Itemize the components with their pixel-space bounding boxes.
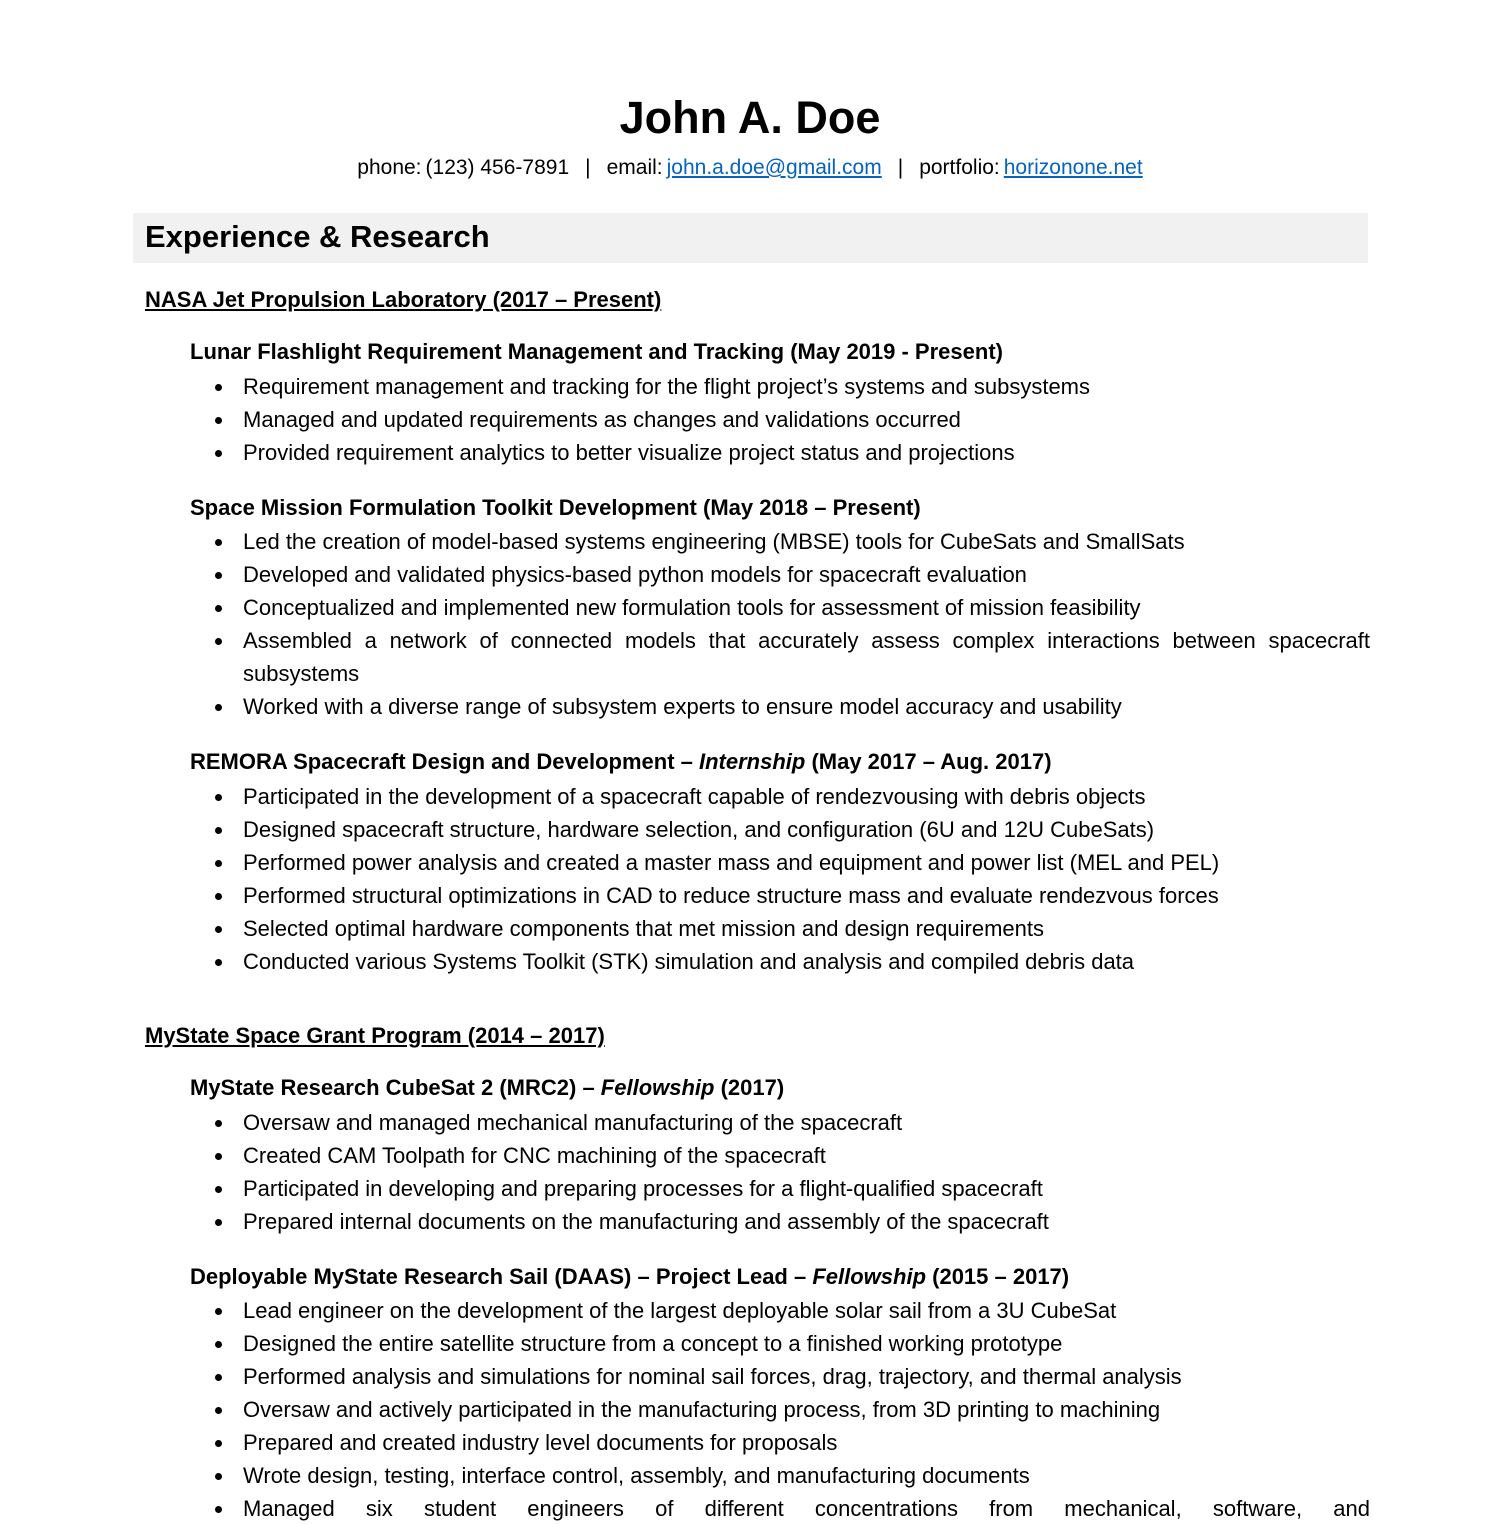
bullet-item: • Led the creation of model-based systems engineering (MBSE) tools for CubeSats and SmallSats: [235, 525, 1370, 558]
separator-pipe: |: [897, 155, 904, 179]
bullet-item: • Prepared and created industry level documents for proposals: [235, 1426, 1370, 1459]
bullet-list: [145, 370, 1370, 469]
role-title-text: MyState Research CubeSat 2 (MRC2) –: [190, 1075, 601, 1101]
role-title-text: REMORA Spacecraft Design and Development –: [190, 749, 699, 775]
bullet-item: • Selected optimal hardware components that met mission and design requirements: [235, 912, 1370, 945]
role-title: [190, 748, 1370, 776]
bullet-list: [145, 525, 1370, 723]
separator-pipe: |: [585, 155, 591, 179]
phone-label: phone:: [357, 155, 422, 179]
experience-content: [145, 286, 1370, 1525]
role-section: [145, 1074, 1370, 1238]
bullet-item: • Prepared internal documents on the manufacturing and assembly of the spacecraft: [235, 1205, 1370, 1238]
role-title-italic: Fellowship: [812, 1263, 927, 1289]
bullet-item: • Performed power analysis and created a master mass and equipment and power list (MEL and PEL): [235, 846, 1370, 879]
role-title: [190, 494, 1370, 522]
resume-name: John A. Doe: [619, 92, 881, 143]
bullet-item: • Worked with a diverse range of subsystem experts to ensure model accuracy and usability: [235, 690, 1370, 723]
role-title-dates: (2017): [714, 1075, 785, 1101]
role-title: [190, 338, 1370, 366]
bullet-item: • Designed the entire satellite structure from a concept to a finished working prototype: [235, 1327, 1370, 1360]
bullet-item: • Assembled a network of connected models that accurately assess complex interactions between spacecraft subsystems: [235, 624, 1370, 690]
email-link[interactable]: john.a.doe@gmail.com: [666, 155, 882, 179]
bullet-list: [145, 780, 1370, 978]
employer-section: [145, 1022, 1370, 1525]
role-section: [145, 748, 1370, 978]
role-title-text: Lunar Flashlight Requirement Management and Tracking (May 2019 - Present): [190, 339, 1003, 365]
bullet-list: [145, 1106, 1370, 1238]
bullet-item: • Participated in developing and preparing processes for a flight-qualified spacecraft: [235, 1172, 1370, 1205]
portfolio-link[interactable]: horizonone.net: [1003, 155, 1143, 179]
bullet-item: • Oversaw and managed mechanical manufacturing of the spacecraft: [235, 1106, 1370, 1139]
role-title-text: Deployable MyState Research Sail (DAAS) – Project Lead –: [190, 1263, 813, 1289]
role-section: [145, 494, 1370, 724]
bullet-item: • Requirement management and tracking for the flight project’s systems and subsystems: [235, 370, 1370, 403]
bullet-item: • Created CAM Toolpath for CNC machining of the spacecraft: [235, 1139, 1370, 1172]
bullet-item: • Conducted various Systems Toolkit (STK) simulation and analysis and compiled debris data: [235, 945, 1370, 978]
bullet-item: • Managed and updated requirements as changes and validations occurred: [235, 403, 1370, 436]
bullet-item: • Lead engineer on the development of the largest deployable solar sail from a 3U CubeSat: [235, 1294, 1370, 1327]
role-title: [190, 1074, 1370, 1102]
bullet-item: • Managed six student engineers of different concentrations from mechanical, software, and: [235, 1492, 1370, 1525]
bullet-item: • Provided requirement analytics to better visualize project status and projections: [235, 436, 1370, 469]
role-section: [145, 1263, 1370, 1525]
phone-value: (123) 456-7891: [425, 155, 570, 179]
email-label: email:: [606, 155, 663, 179]
bullet-item: • Wrote design, testing, interface control, assembly, and manufacturing documents: [235, 1459, 1370, 1492]
bullet-item: • Participated in the development of a spacecraft capable of rendezvousing with debris objects: [235, 780, 1370, 813]
bullet-item: • Oversaw and actively participated in the manufacturing process, from 3D printing to machining: [235, 1393, 1370, 1426]
contact-line: [0, 154, 1500, 181]
bullet-item: • Designed spacecraft structure, hardware selection, and configuration (6U and 12U CubeSats): [235, 813, 1370, 846]
role-section: [145, 338, 1370, 469]
bullet-item: • Performed structural optimizations in CAD to reduce structure mass and evaluate rendezvous forces: [235, 879, 1370, 912]
employer-section: [145, 286, 1370, 978]
bullet-list: [145, 1294, 1370, 1525]
bullet-item: • Performed analysis and simulations for nominal sail forces, drag, trajectory, and thermal analysis: [235, 1360, 1370, 1393]
bullet-item: • Conceptualized and implemented new formulation tools for assessment of mission feasibility: [235, 591, 1370, 624]
role-title-italic: Fellowship: [600, 1075, 715, 1101]
role-title: [190, 1263, 1370, 1291]
section-title: Experience & Research: [133, 213, 1368, 263]
role-title-text: Space Mission Formulation Toolkit Development (May 2018 – Present): [190, 494, 921, 520]
role-title-italic: Internship: [698, 749, 806, 775]
role-title-dates: (2015 – 2017): [926, 1263, 1070, 1289]
role-title-dates: (May 2017 – Aug. 2017): [805, 749, 1052, 775]
portfolio-label: portfolio:: [919, 155, 1000, 179]
resume-header: [0, 0, 1500, 181]
bullet-item: • Developed and validated physics-based python models for spacecraft evaluation: [235, 558, 1370, 591]
employer-heading: NASA Jet Propulsion Laboratory (2017 – Present): [145, 286, 662, 312]
employer-heading: MyState Space Grant Program (2014 – 2017): [145, 1022, 605, 1048]
